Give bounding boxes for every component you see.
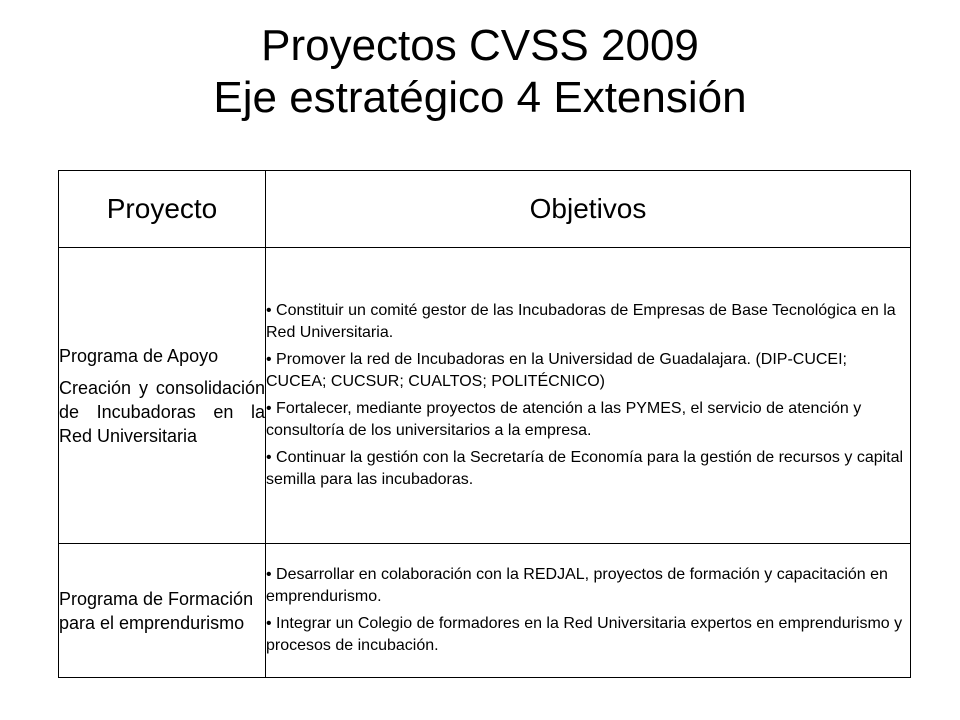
table-row [59, 248, 911, 544]
table-header-row [59, 171, 911, 248]
proyecto-cell [59, 248, 266, 544]
header-proyecto: Proyecto [59, 171, 266, 248]
objetivo-item: • Desarrollar en colaboración con la REDJAL, proyectos de formación y capacitación en emprendurismo. [266, 566, 888, 605]
proyecto-name: Programa de Formación para el emprendurismo [59, 588, 254, 633]
objetivo-item: • Promover la red de Incubadoras en la Universidad de Guadalajara. (DIP-CUCEI; CUCEA; CUCSUR; CUALTOS; POLITÉCNICO) [266, 351, 847, 390]
objetivos-cell [266, 544, 911, 678]
title-line-1: Proyectos CVSS 2009 [261, 21, 699, 70]
proyecto-description: Creación y consolidación de Incubadoras en la Red Universitaria [59, 377, 265, 446]
objetivo-item: • Fortalecer, mediante proyectos de atención a las PYMES, el servicio de atención y consultoría de los universitarios a la empresa. [266, 400, 862, 439]
proyecto-cell [59, 544, 266, 678]
table-row [59, 544, 911, 678]
objetivo-item: • Integrar un Colegio de formadores en la Red Universitaria expertos en emprendurismo y procesos de incubación. [266, 615, 903, 654]
proyecto-name: Programa de Apoyo [59, 345, 219, 366]
objetivos-cell [266, 248, 911, 544]
objetivo-item: • Continuar la gestión con la Secretaría de Economía para la gestión de recursos y capital semilla para las incubadoras. [266, 449, 904, 488]
slide-title [0, 20, 960, 124]
objetivo-item: • Constituir un comité gestor de las Incubadoras de Empresas de Base Tecnológica en la Red Universitaria. [266, 302, 896, 341]
header-objetivos: Objetivos [266, 171, 911, 248]
projects-table [58, 170, 911, 678]
title-line-2: Eje estratégico 4 Extensión [213, 73, 747, 122]
